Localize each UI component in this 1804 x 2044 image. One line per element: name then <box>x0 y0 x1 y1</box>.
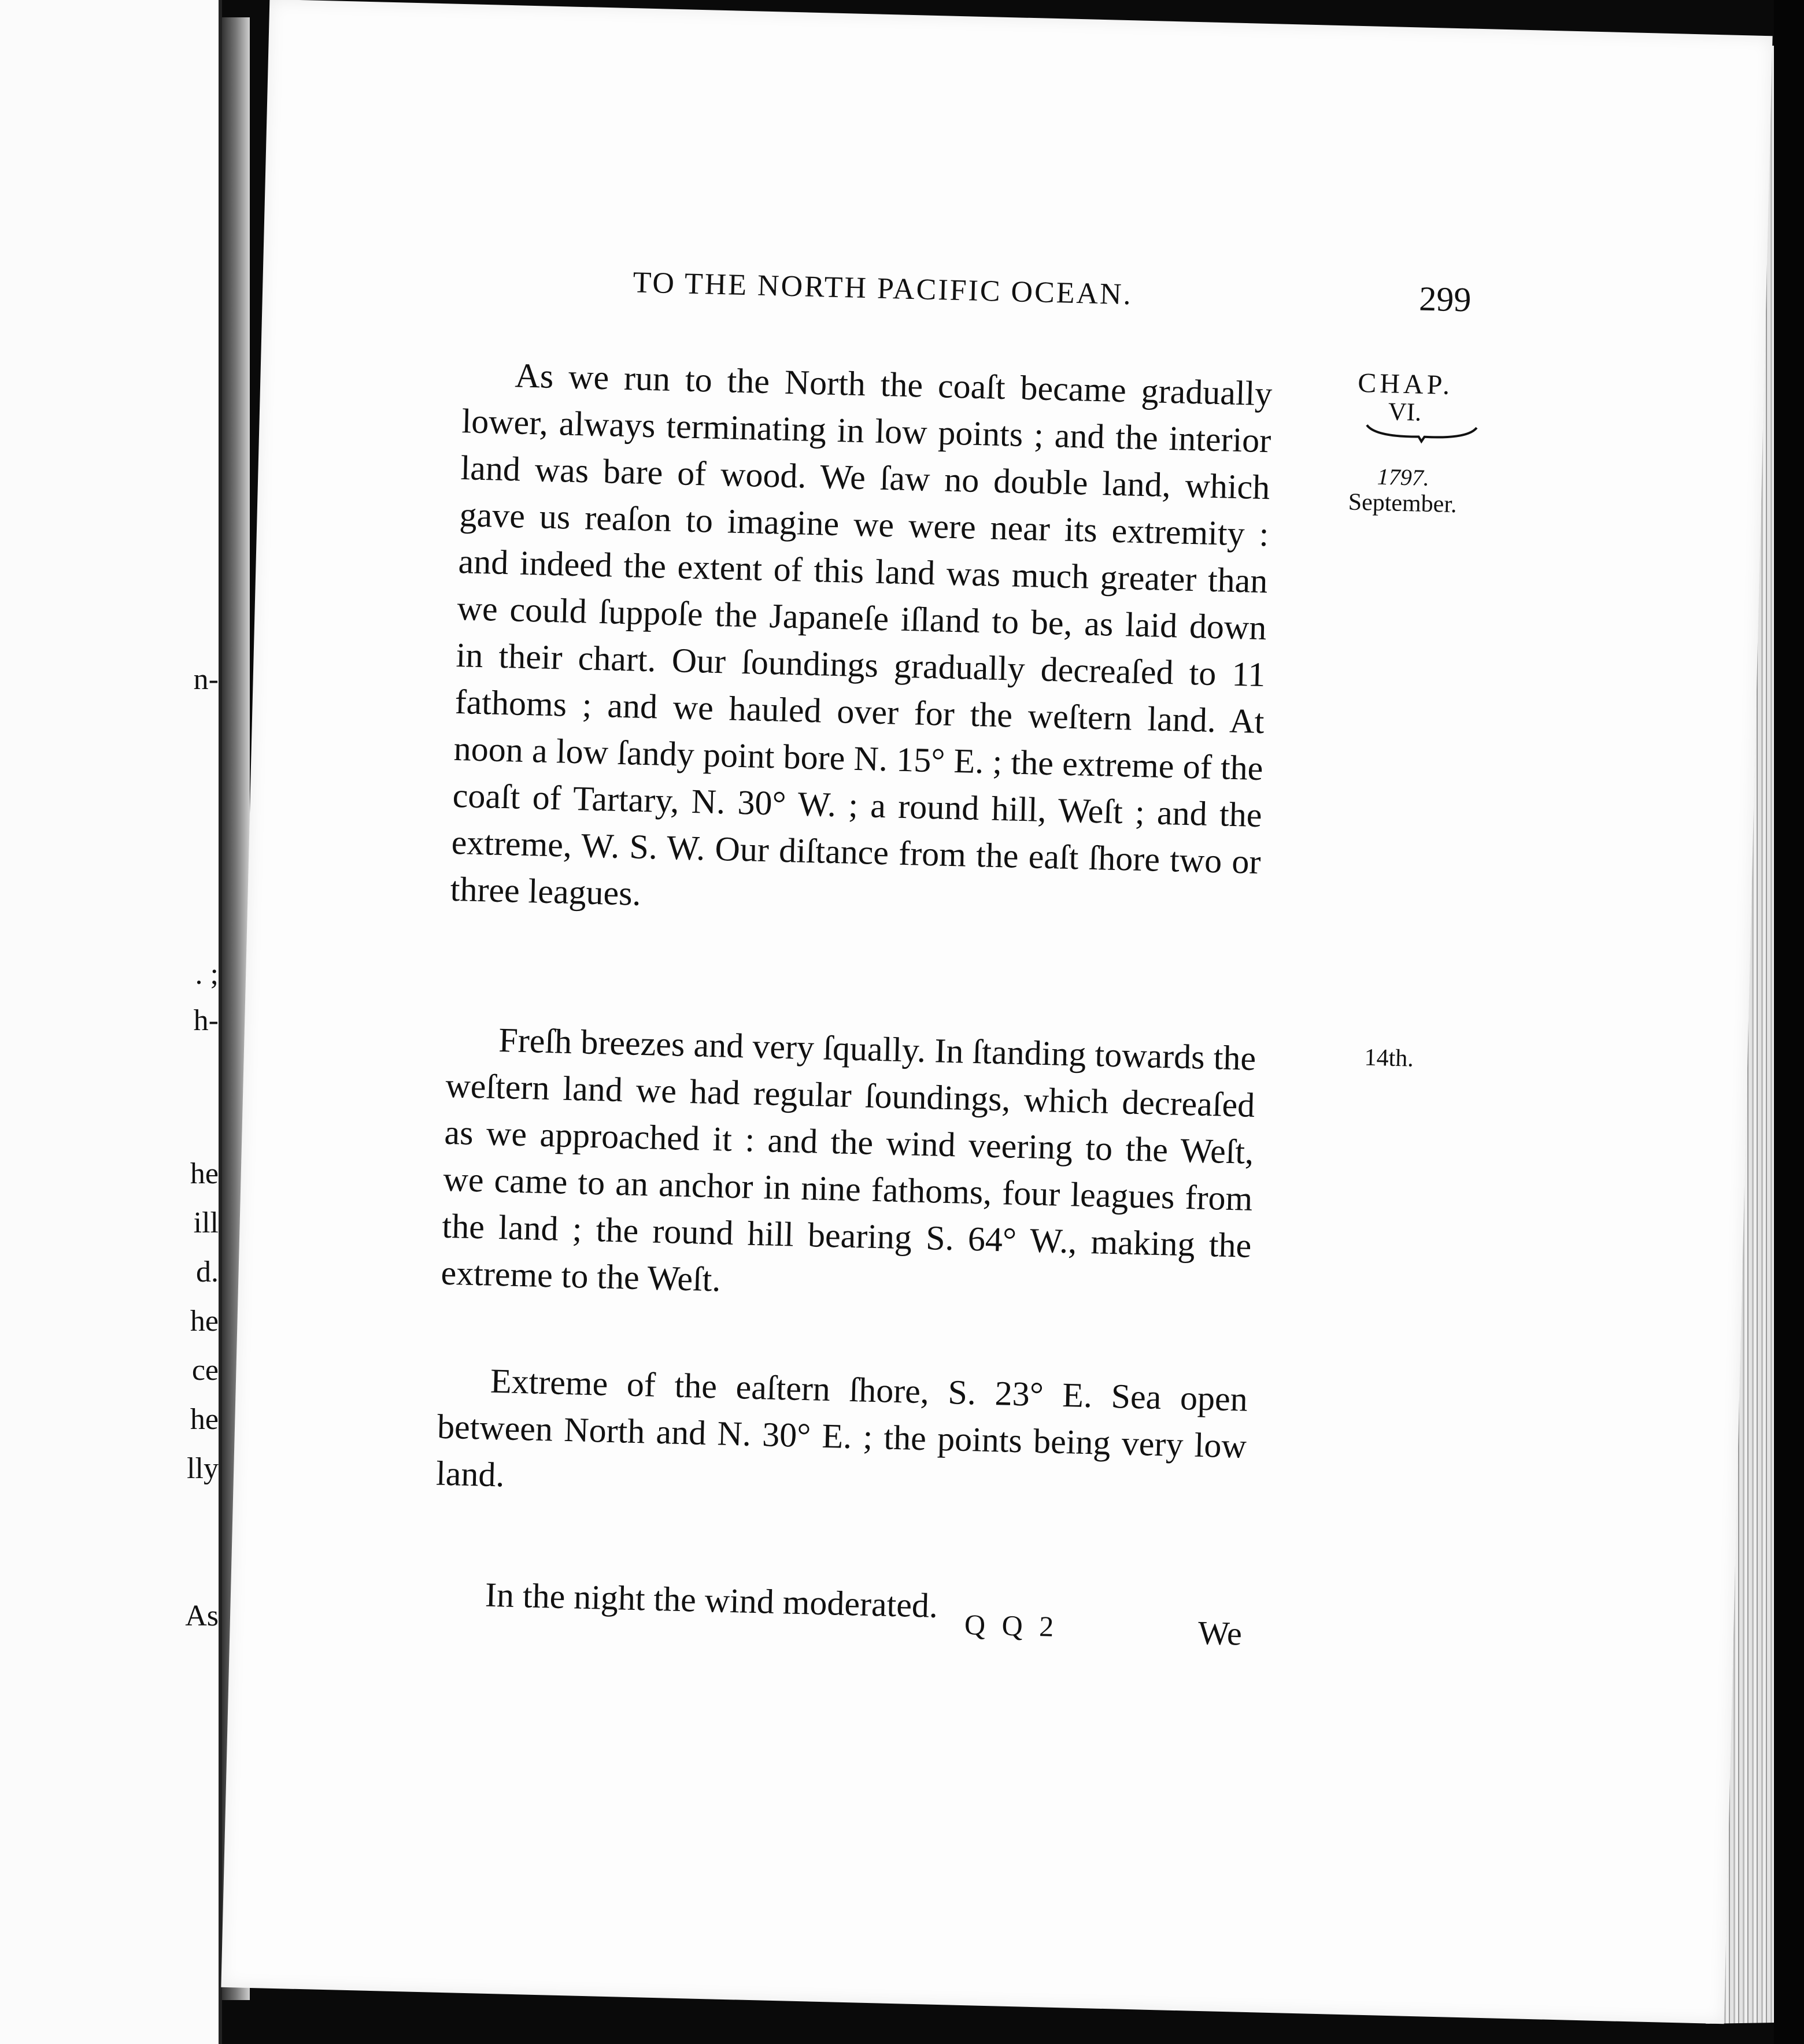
chapter-label: CHAP. <box>1357 367 1454 401</box>
page-number: 299 <box>1418 279 1472 319</box>
paragraph: In the night the wind moderated. <box>485 1575 938 1625</box>
chapter-numeral: VI. <box>1388 397 1422 427</box>
fragment-line: he <box>190 1157 219 1190</box>
fragment-line: ce <box>191 1354 219 1387</box>
year-note: 1797. <box>1377 463 1430 491</box>
day-note: 14th. <box>1364 1044 1414 1072</box>
fragment-line: h- <box>193 1004 219 1037</box>
catchword: We <box>1197 1613 1243 1653</box>
brace-ornament <box>1346 419 1497 445</box>
fragment-line: he <box>190 1403 219 1436</box>
book-page <box>221 0 1772 2024</box>
paragraph: As we run to the North the coaſt became gradually lower, always terminating in low points ; and the interior land was bare of wood. We ſaw no double land, which gave us reaſon to imagine we were near its extremity : and indeed the extent of this land was much greater than we could ſuppoſe the Japaneſe iſland to be, as laid down in their chart. Our ſoundings gradually decreaſed to 11 fathoms ; and we hauled over for the weſtern land. At noon a low ſandy point bore N. 15° E. ; the extreme of the coaſt of Tartary, N. 30° W. ; a round hill, Weſt ; and the extreme, W. S. W. Our diſtance from the eaſt ſhore two or three leagues. <box>450 356 1273 913</box>
signature-mark: Q Q 2 <box>964 1608 1059 1643</box>
paragraph: Extreme of the eaſtern ſhore, S. 23° E. Sea open between North and N. 30° E. ; the points being very low land. <box>435 1361 1248 1494</box>
fragment-line: he <box>190 1305 219 1338</box>
fragment-line: ill <box>193 1206 219 1239</box>
background-edge <box>1774 0 1804 2044</box>
running-head: TO THE NORTH PACIFIC OCEAN. <box>632 266 1133 312</box>
facing-page-fragment <box>0 0 222 2044</box>
fragment-line: As <box>185 1599 219 1632</box>
fragment-line: lly <box>187 1452 219 1485</box>
paragraph: Freſh breezes and very ſqually. In ſtanding towards the weſtern land we had regular ſoundings, which decreaſed as we approached it : and the wind veering to the Weſt, we came to an anchor in nine fathoms, four leagues from the land ; the round hill bearing S. 64° W., making the extreme to the Weſt. <box>440 1020 1256 1299</box>
month-note: September. <box>1348 488 1458 519</box>
fragment-line: n- <box>193 663 219 696</box>
fragment-line: d. <box>196 1256 219 1288</box>
fragment-line: . ; <box>195 958 219 991</box>
